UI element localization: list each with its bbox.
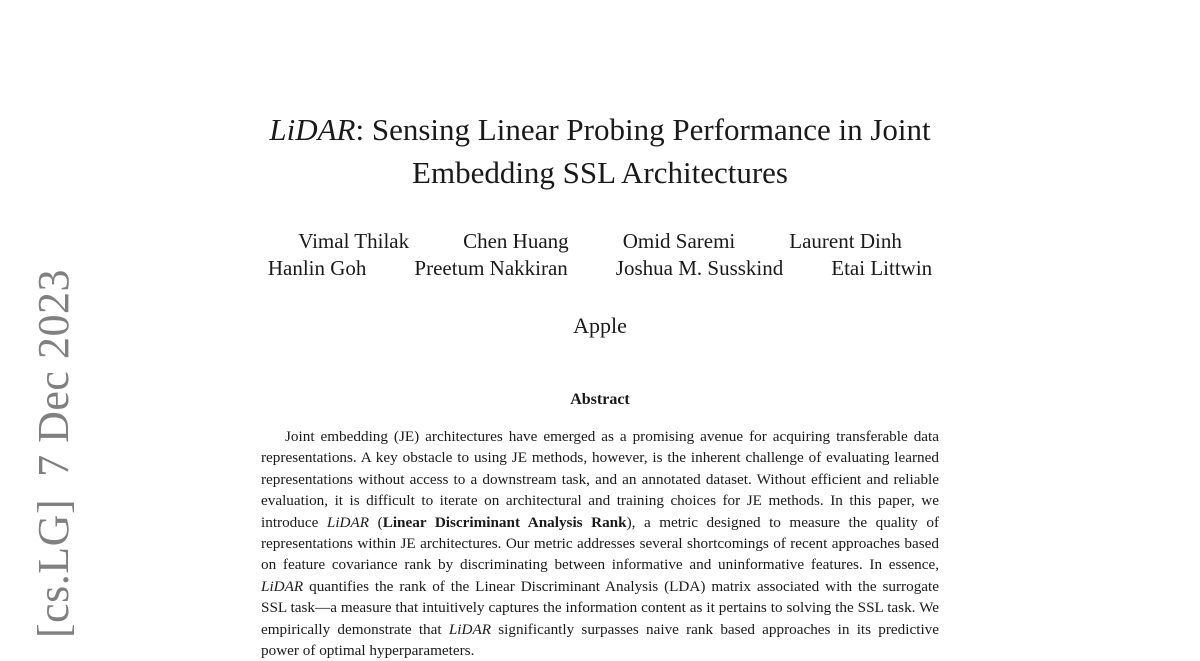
method-name: LiDAR [261, 577, 304, 595]
title-method-name: LiDAR [269, 112, 356, 147]
method-expansion: Linear Discriminant Analysis Rank [382, 513, 627, 531]
title-text: : Sensing Linear Probing Performance in Joint Embedding SSL Architectures [355, 112, 931, 190]
author: Hanlin Goh [267, 256, 367, 280]
abstract-text: ( [369, 513, 383, 531]
paper-title [200, 108, 1000, 194]
author: Laurent Dinh [789, 229, 902, 253]
author: Vimal Thilak [298, 229, 410, 253]
abstract-text: Joint embedding (JE) architectures have emerged as a promising avenue for acquiring transferable data representations. A key obstacle to using JE methods, however, is the inherent challenge of evaluating learned representations without access to a downstream task, and an annotated dataset. Without efficient and reliable evaluation, it is difficult to iterate on architectural and training choices for JE methods. In this paper, we introduce [261, 428, 939, 531]
affiliation: Apple [573, 313, 627, 338]
author: Preetum Nakkiran [414, 256, 568, 280]
author-list-row-1 [200, 229, 1000, 254]
arxiv-side-stamp [28, 247, 79, 638]
arxiv-date: 7 Dec 2023 [29, 269, 78, 477]
author: Chen Huang [463, 229, 569, 253]
arxiv-category: [cs.LG] [29, 498, 78, 638]
abstract-body [261, 426, 939, 661]
abstract-text: significantly surpasses naive rank based approaches in its predictive power of optimal hyperparameters. [261, 620, 939, 660]
author-list-row-2 [200, 256, 1000, 281]
author: Joshua M. Susskind [615, 256, 784, 280]
abstract-heading: Abstract [570, 391, 630, 408]
author: Etai Littwin [831, 256, 933, 280]
abstract-text: ), a metric designed to measure the quality of representations within JE architectures. Our metric addresses several shortcomings of recent approaches based on feature covariance rank by discriminating between informative and uninformative features. In essence, [261, 513, 939, 574]
method-name: LiDAR [448, 620, 492, 638]
abstract-text: quantifies the rank of the Linear Discriminant Analysis (LDA) matrix associated with the surrogate SSL task—a measure that intuitively captures the information content as it pertains to solving the SSL task. We empirically demonstrate that [261, 577, 939, 638]
author: Omid Saremi [622, 229, 736, 253]
method-name: LiDAR [326, 513, 370, 531]
